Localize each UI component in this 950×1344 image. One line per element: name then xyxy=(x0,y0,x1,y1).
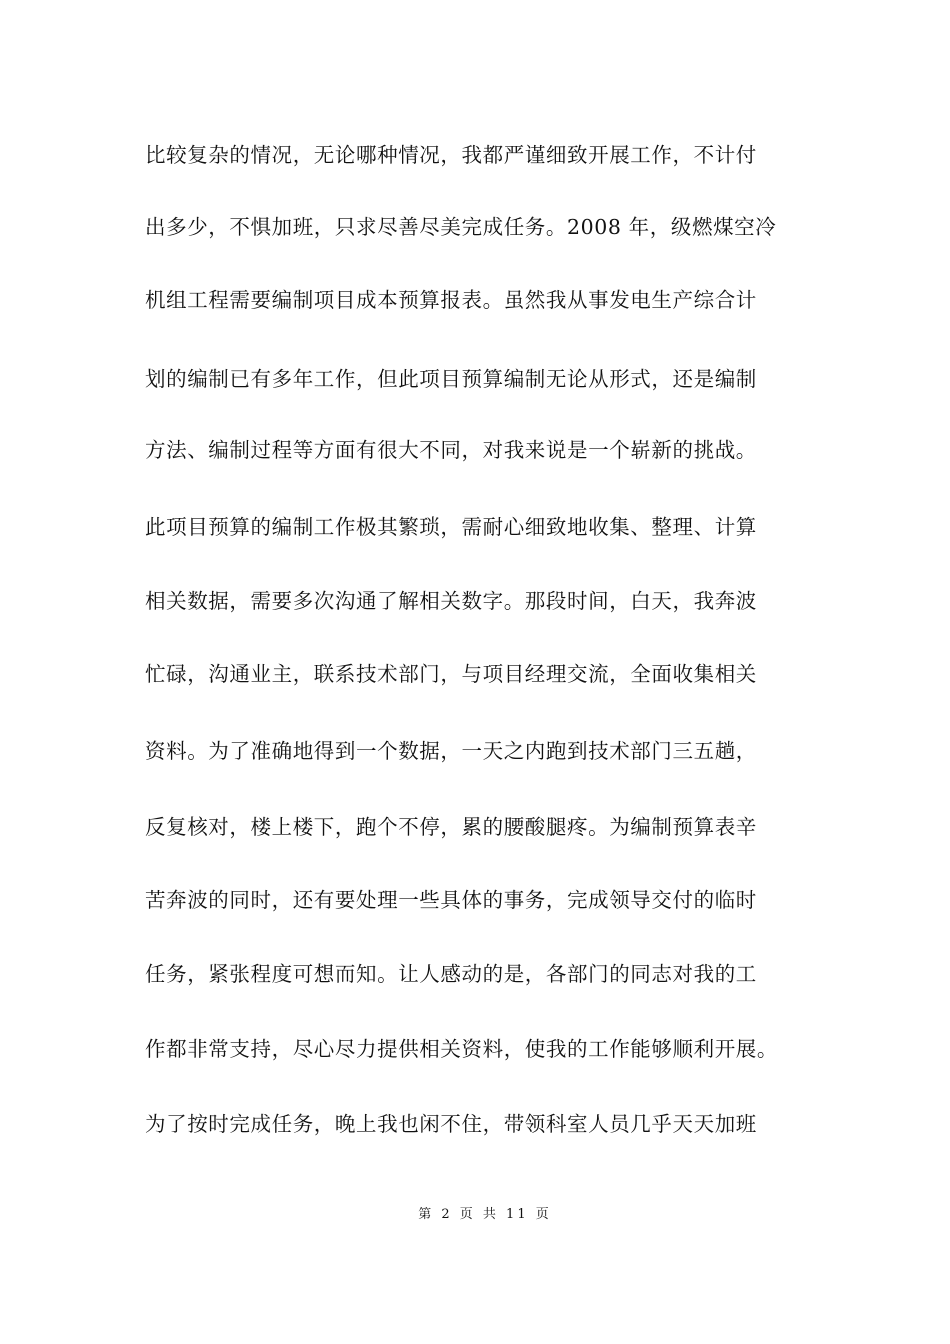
text-line-12: 任务，紧张程度可想而知。让人感动的是，各部门的同志对我的工 xyxy=(145,962,757,986)
text-line-2: 出多少，不惧加班，只求尽善尽美完成任务。2008 年，级燃煤空冷 xyxy=(145,215,777,239)
text-line-14: 为了按时完成任务，晚上我也闲不住，带领科室人员几乎天天加班 xyxy=(145,1112,757,1136)
text-line-11: 苦奔波的同时，还有要处理一些具体的事务，完成领导交付的临时 xyxy=(145,888,757,912)
text-line-1: 比较复杂的情况，无论哪种情况，我都严谨细致开展工作，不计付 xyxy=(145,143,757,167)
text-line-7: 相关数据，需要多次沟通了解相关数字。那段时间，白天，我奔波 xyxy=(145,589,757,613)
text-line-4: 划的编制已有多年工作，但此项目预算编制无论从形式，还是编制 xyxy=(145,367,757,391)
text-line-3: 机组工程需要编制项目成本预算报表。虽然我从事发电生产综合计 xyxy=(145,288,757,312)
text-line-8: 忙碌，沟通业主，联系技术部门，与项目经理交流，全面收集相关 xyxy=(145,662,757,686)
text-line-9: 资料。为了准确地得到一个数据，一天之内跑到技术部门三五趟， xyxy=(145,739,757,763)
text-line-6: 此项目预算的编制工作极其繁琐，需耐心细致地收集、整理、计算 xyxy=(145,515,757,539)
page-number: 第 2 页 共 11 页 xyxy=(418,1207,552,1222)
text-line-5: 方法、编制过程等方面有很大不同，对我来说是一个崭新的挑战。 xyxy=(145,438,757,462)
text-line-10: 反复核对，楼上楼下，跑个不停，累的腰酸腿疼。为编制预算表辛 xyxy=(145,815,757,839)
text-line-13: 作都非常支持，尽心尽力提供相关资料，使我的工作能够顺利开展。 xyxy=(145,1037,778,1061)
